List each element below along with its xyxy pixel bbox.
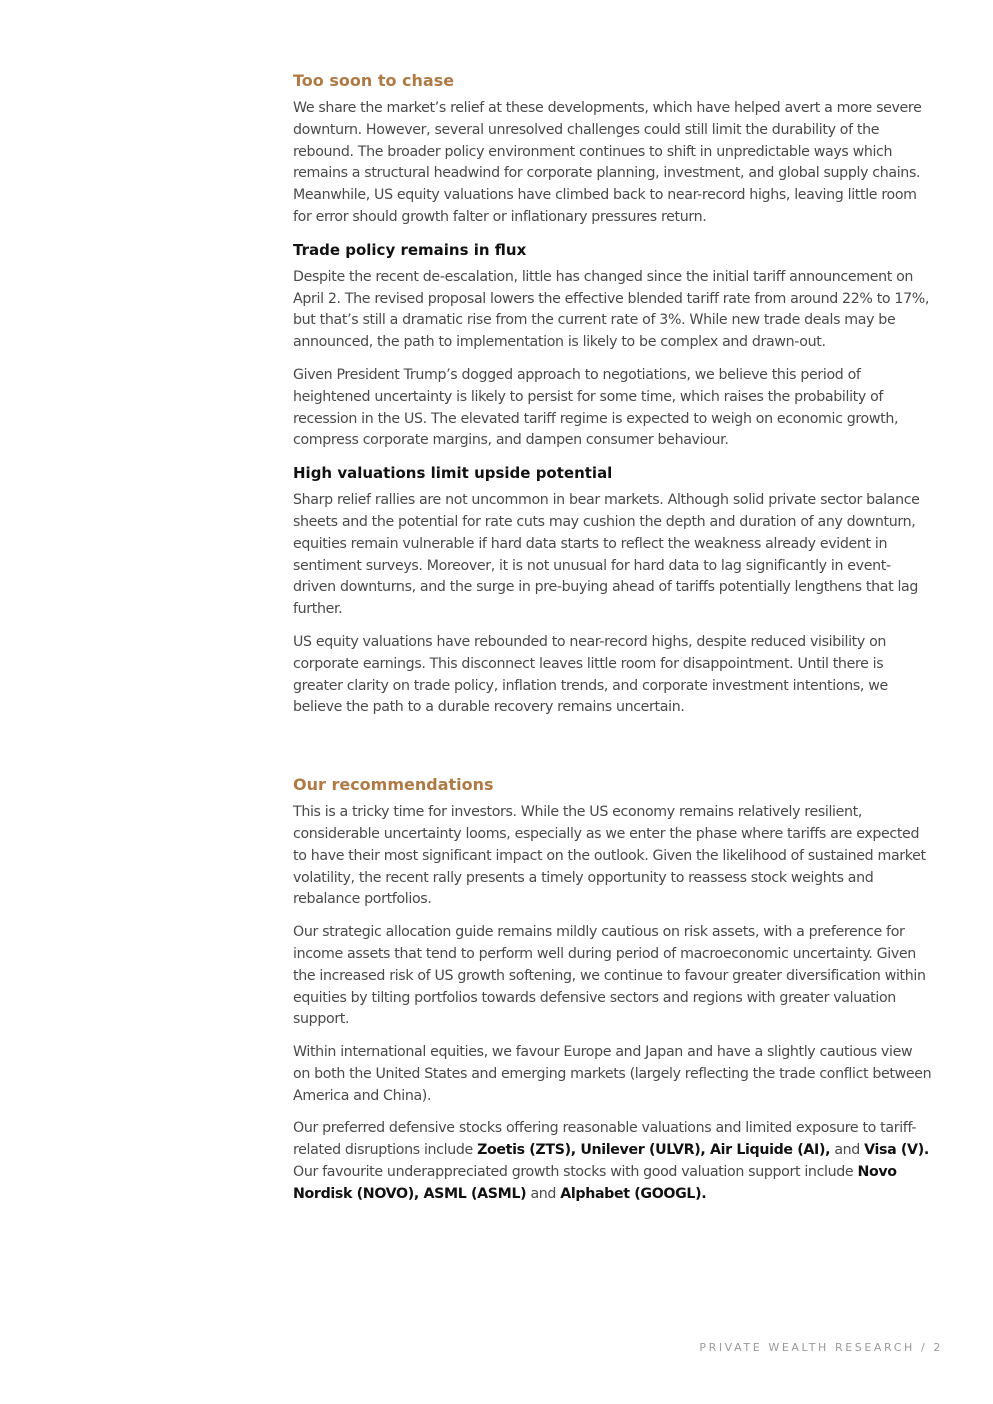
page-footer: PRIVATE WEALTH RESEARCH / 2 [699,1341,943,1354]
paragraph: Despite the recent de-escalation, little has changed since the initial tariff announcement on April 2. The revised proposal lowers the effective blended tariff rate from around 22% to 17%, but that’s still a dramatic rise from the current rate of 3%. While new trade deals may be announced, the path to implementation is likely to be complex and drawn-out. [293,268,930,351]
subheading-trade-policy: Trade policy remains in flux [293,240,527,259]
section-spacer [293,730,933,774]
stock-alphabet: Alphabet (GOOGL). [560,1185,707,1202]
paragraph: US equity valuations have rebounded to near-record highs, despite reduced visibility on corporate earnings. This disconnect leaves little room for disappointment. Until there is greater clarity on trade policy, inflation trends, and corporate investment intentions, we believe the path to a durable recovery remains uncertain. [293,633,888,716]
subheading-high-valuations: High valuations limit upside potential [293,464,613,483]
stock-list-defensive: Zoetis (ZTS), Unilever (ULVR), Air Liquide (AI), [477,1142,831,1159]
stock-visa: Visa (V). [864,1142,929,1159]
stock-list-growth: Novo Nordisk (NOVO), ASML (ASML) [293,1164,897,1202]
paragraph: This is a tricky time for investors. While the US economy remains relatively resilient, considerable uncertainty looms, especially as we enter the phase where tariffs are expected to have their most significant impact on the outlook. Given the likelihood of sustained market volatility, the recent rally presents a timely opportunity to reassess stock weights and rebalance portfolios. [293,804,926,908]
section-title-recommendations: Our recommendations [293,775,494,795]
paragraph-stock-picks [293,1118,933,1205]
text-run: Our favourite underappreciated growth stocks with good valuation support include [293,1164,858,1181]
text-run: and [526,1185,561,1202]
paragraph: Within international equities, we favour Europe and Japan and have a slightly cautious view on both the United States and emerging markets (largely reflecting the trade conflict between America and China). [293,1044,932,1104]
text-run: Our preferred defensive stocks offering reasonable valuations and limited exposure to tariff-related disruptions include [293,1120,917,1159]
text-run: and [830,1142,865,1159]
paragraph: We share the market’s relief at these developments, which have helped avert a more severe downturn. However, several unresolved challenges could still limit the durability of the rebound. The broader policy environment continues to shift in unpredictable ways which remains a structural headwind for corporate planning, investment, and global supply chains. Meanwhile, US equity valuations have climbed back to near-record highs, leaving little room for error should growth falter or inflationary pressures return. [293,100,922,225]
paragraph: Sharp relief rallies are not uncommon in bear markets. Although solid private sector balance sheets and the potential for rate cuts may cushion the depth and duration of any downturn, equities remain vulnerable if hard data starts to reflect the weakness already evident in sentiment surveys. Moreover, it is not unusual for hard data to lag significantly in event-driven downturns, and the surge in pre-buying ahead of tariffs potentially lengthens that lag further. [293,492,920,618]
section-title-too-soon: Too soon to chase [293,71,455,90]
document-body [293,70,933,1217]
paragraph: Our strategic allocation guide remains mildly cautious on risk assets, with a preference for income assets that tend to perform well during period of macroeconomic uncertainty. Given the increased risk of US growth softening, we continue to favour greater diversification within equities by tilting portfolios towards defensive sectors and regions with greater valuation support. [293,924,926,1028]
paragraph: Given President Trump’s dogged approach to negotiations, we believe this period of heightened uncertainty is likely to persist for some time, which raises the probability of recession in the US. The elevated tariff regime is expected to weigh on economic growth, compress corporate margins, and dampen consumer behaviour. [293,366,899,449]
